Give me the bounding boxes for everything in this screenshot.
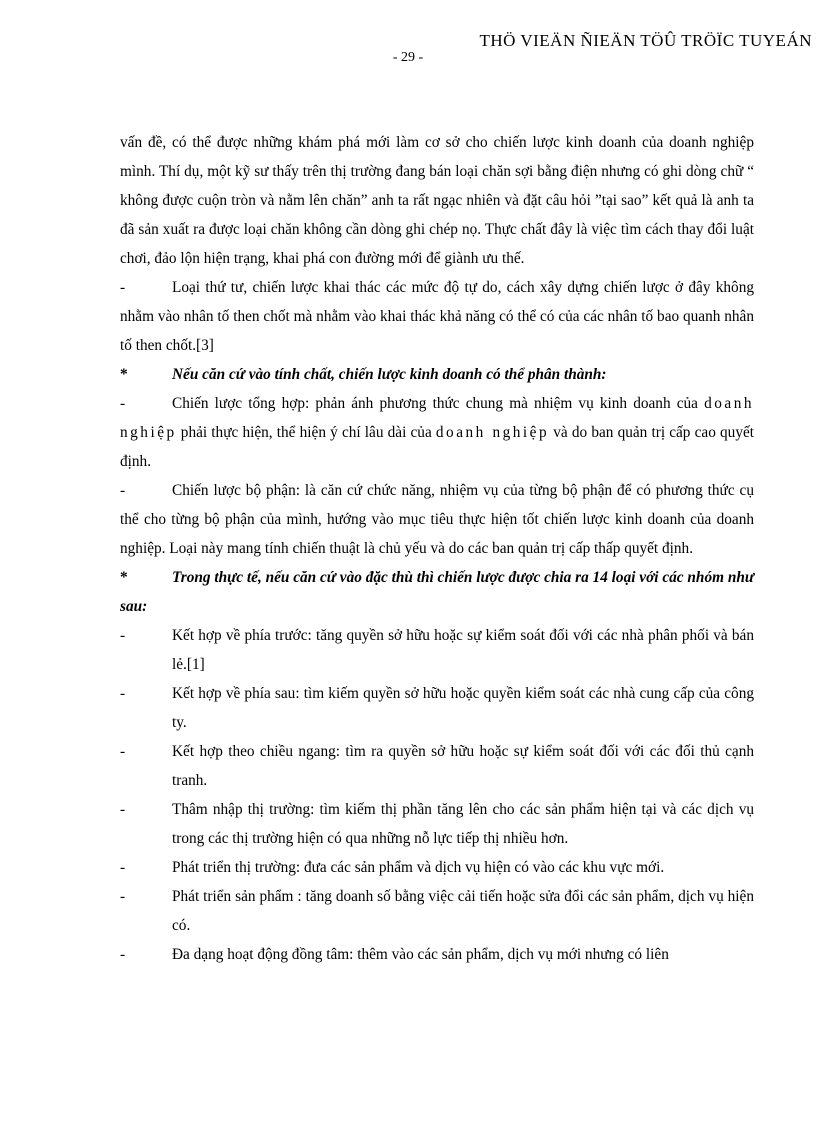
list-item-text: Thâm nhập thị trường: tìm kiếm thị phần tăng lên cho các sản phẩm hiện tại và các dịch vụ trong các thị trường hiện có qua những nỗ lực tiếp thị nhiều hơn. [172,801,754,847]
list-item-text: Kết hợp theo chiều ngang: tìm ra quyền sở hữu hoặc sự kiểm soát đối với các đối thủ cạnh tranh. [172,743,754,789]
heading-nature-text: Nếu căn cứ vào tính chất, chiến lược kinh doanh có thể phân thành: [172,366,607,383]
intro-paragraph: vấn đề, có thể được những khám phá mới làm cơ sở cho chiến lược kinh doanh của doanh nghiệp mình. Thí dụ, một kỹ sư thấy trên thị trường đang bán loại chăn sợi bằng điện nhưng có ghi dòng chữ “ không được cuộn tròn và nằm lên chăn” anh ta rất ngạc nhiên và đặt câu hỏi ”tại sao” kết quả là anh ta đã sản xuất ra được loại chăn không cần dòng ghi chép nọ. Thực chất đây là việc tìm cách thay đổi luật chơi, đảo lộn hiện trạng, khai phá con đường mới để giành ưu thế. [120,134,754,267]
general-strategy-spaced1: doanh nghiệp [120,395,754,441]
list-item [120,621,754,679]
dash-marker: - [120,482,126,499]
general-strategy-paragraph [120,389,754,476]
list-item-text: Kết hợp về phía sau: tìm kiếm quyền sở hữu hoặc quyền kiểm soát các nhà cung cấp của công ty. [172,685,754,731]
list-item [120,795,754,853]
document-body [120,128,754,969]
dash-marker: - [120,395,126,412]
library-watermark: THÖ VIEÄN ÑIEÄN TÖÛ TRÖÏC TUYEÁN [479,31,812,50]
list-item [120,940,754,969]
list-item [120,853,754,882]
asterisk-marker: * [120,366,128,383]
general-strategy-part2: phải thực hiện, thể hiện ý chí lâu dài của [176,424,436,441]
page-number: - 29 - [392,50,424,65]
dash-marker: - [120,946,126,963]
list-item-text: Phát triển thị trường: đưa các sản phẩm và dịch vụ hiện có vào các khu vực mới. [172,859,665,876]
section-heading-nature [120,360,754,389]
partial-strategy-paragraph [120,476,754,563]
list-item [120,679,754,737]
dash-marker: - [120,743,126,760]
heading-types-text: Trong thực tế, nếu căn cứ vào đặc thù thì chiến lược được chia ra 14 loại với các nhóm như sau: [120,569,754,615]
partial-strategy-text: Chiến lược bộ phận: là căn cứ chức năng, nhiệm vụ của từng bộ phận để có phương thức cụ thể cho từng bộ phận của mình, hướng vào mục tiêu thực hiện tốt chiến lược kinh doanh của doanh nghiệp. Loại này mang tính chiến thuật là chủ yếu và do các ban quản trị cấp thấp quyết định. [120,482,754,557]
general-strategy-spaced2: doanh nghiệp [435,424,550,441]
list-item-text: Kết hợp về phía trước: tăng quyền sở hữu hoặc sự kiểm soát đối với các nhà phân phối và bán lẻ.[1] [172,627,754,673]
type4-paragraph [120,273,754,360]
dash-marker: - [120,627,126,644]
list-item-text: Phát triển sản phẩm : tăng doanh số bằng việc cải tiến hoặc sửa đổi các sản phẩm, dịch vụ hiện có. [172,888,754,934]
dash-marker: - [120,685,126,702]
asterisk-marker: * [120,569,128,586]
dash-marker: - [120,279,126,296]
section-heading-types [120,563,754,621]
list-item [120,882,754,940]
dash-marker: - [120,801,126,818]
dash-marker: - [120,888,126,905]
type4-text: Loại thứ tư, chiến lược khai thác các mức độ tự do, cách xây dựng chiến lược ở đây không nhằm vào nhân tố then chốt mà nhằm vào khai thác khả năng có thể có của các nhân tố bao quanh nhân tố then chốt.[3] [120,279,754,354]
list-item-text: Đa dạng hoạt động đồng tâm: thêm vào các sản phẩm, dịch vụ mới nhưng có liên [172,946,669,963]
general-strategy-part1: Chiến lược tổng hợp: phản ánh phương thức chung mà nhiệm vụ kinh doanh của [172,395,705,412]
list-item [120,737,754,795]
general-strategy-part3: và do ban quản trị cấp cao quyết định. [120,424,755,470]
dash-marker: - [120,859,126,876]
